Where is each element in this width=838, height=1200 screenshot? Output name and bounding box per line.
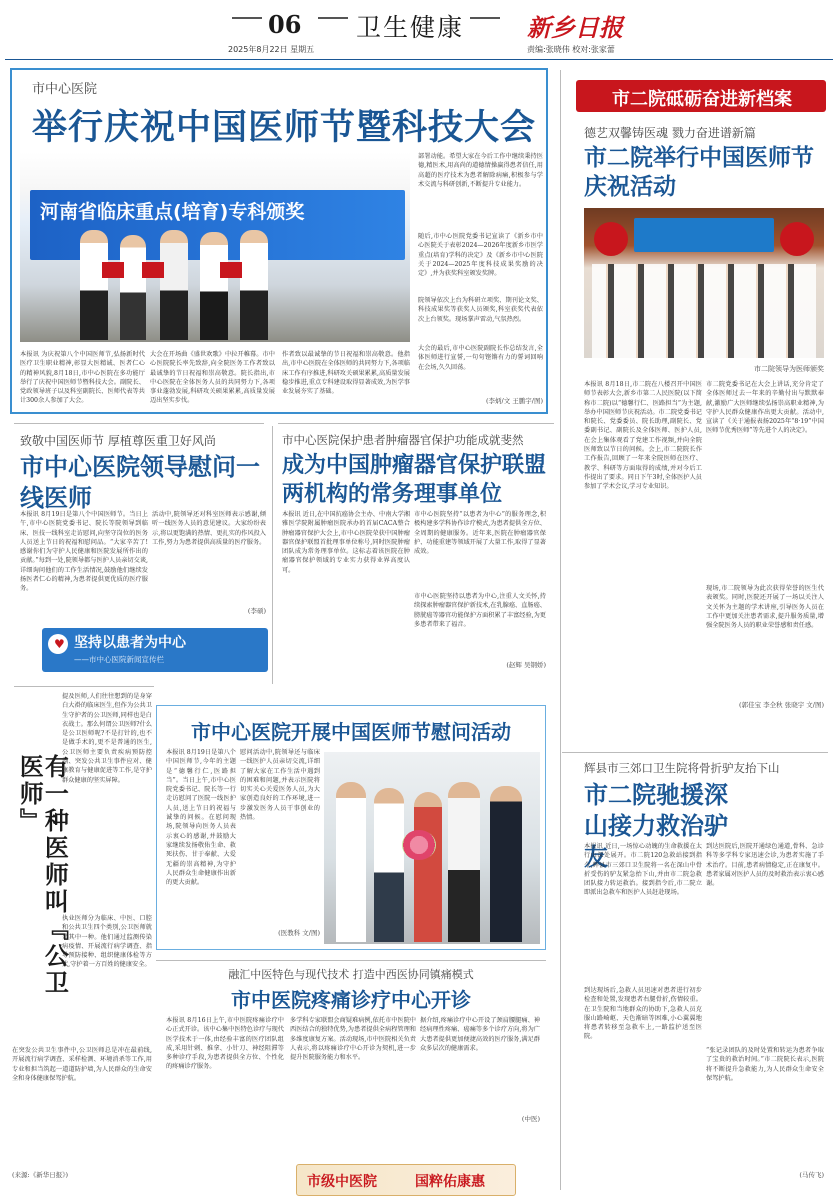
rule-a3-top xyxy=(14,423,264,424)
article1-kicker: 市中心医院 xyxy=(32,82,98,97)
article6-body-3: 据介绍,疼痛诊疗中心开设了颈肩腰腿痛、神经病理性疼痛、癌痛等多个诊疗方向,将为广大患者提供更加便捷高效的医疗服务,满足群众多层次的健康需求。 xyxy=(420,1017,540,1052)
slogan-heart-icon: ♥ xyxy=(54,637,65,651)
article7-headline-text: 有一种医师叫『公卫医师』 xyxy=(15,754,69,997)
article5-headline: 市中心医院开展中国医师节慰问活动 xyxy=(191,720,511,744)
article3-kicker: 致敬中国医师节 厚植尊医重卫好风尚 xyxy=(20,434,216,448)
article2-body-2: 市二院党委书记在大会上讲话,充分肯定了全体医师过去一年来的辛勤付出与默默奉献,激励广大医师继续弘扬崇高职业精神,为守护人民群众健康作出更大贡献。活动中,宣读了《关于通报表扬2025年“8·19”中国医师节优秀医师”等先进个人的决定》。 xyxy=(706,381,824,435)
visitor-2 xyxy=(374,788,404,942)
article3-body-1: 本报讯 8月19日是第八个中国医师节。当日上午,市中心医院党委书记、院长等院领导到临床、医技一线科室走访慰问,向坚守岗位的医务人员送上节日的祝福和慰问品。“大家辛苦了!感谢你们为守护人民健康和医院发展所作出的贡献。”每到一处,院领导都与医护人员亲切交谈,详细询问他们的工作生活情况,鼓励他们继续发扬医者仁心的精神,为患者提供更优质的医疗服务。 xyxy=(20,511,148,593)
stage-seal-right xyxy=(780,222,814,256)
slogan-main: 坚持以患者为中心 xyxy=(74,635,186,651)
editor-credits: 责编:张晓伟 校对:张家蕾 xyxy=(527,45,615,54)
article8-kicker: 辉县市三郊口卫生院将骨折驴友抬下山 xyxy=(584,761,780,775)
plaque-2 xyxy=(142,262,164,278)
plaque-1 xyxy=(102,262,124,278)
stage-banner xyxy=(634,218,774,252)
article6-body-1: 本报讯 8月16日上午,市中医院疼痛诊疗中心正式开诊。该中心集中医特色诊疗与现代医学技术于一体,由经验丰富的医疗团队组成,采用针刺、推拿、小针刀、神经阻滞等多种诊疗手段,为患者提供全方位、个性化的疼痛诊疗服务。 xyxy=(166,1017,284,1071)
article5-body-1: 本报讯 8月19日是第八个中国医师节,今年的主题是“德馨行仁,医路担当”。当日上午,市中心医院党委书记、院长等一行走访慰问了医院一线医护人员,送上节日的祝福与诚挚的问候。在慰问现场,院领导向医务人员表示衷心的感谢,并鼓励大家继续发扬敬佑生命、救死扶伤、甘于奉献、大爱无疆的崇高精神,为守护人民群众生命健康作出新的更大贡献。 xyxy=(166,749,236,887)
article7-credit: (来源:《新华日报》) xyxy=(12,1171,69,1179)
article1-body-1: 本报讯 为庆祝第八个中国医师节,弘扬新时代医疗卫生职业精神,彰显大医精诚、医者仁心的精神风貌,8月18日,市中心医院在多功能厅举行了庆祝中国医师节暨科技大会。副院长、党政领导班子以及科室副院长、医师代表等共计300余人参加了大会。 xyxy=(20,351,145,405)
masthead-rule-right xyxy=(470,17,500,19)
person-3 xyxy=(160,230,188,340)
article6-headline: 市中医院疼痛诊疗中心开诊 xyxy=(231,988,471,1012)
article4-body-3: 市中心医院坚持以患者为中心,注重人文关怀,持续探索肿瘤器官保护新技术,在乳腺癌、直肠癌、膀胱癌等器官功能保护方面积累了丰富经验,为更多患者带来了福音。 xyxy=(414,593,546,628)
article1-body-2: 大会在开场曲《盛世欢歌》中拉开帷幕。市中心医院院长率先致辞,向全院医务工作者致以最诚挚的节日祝福和崇高敬意。院长指出,市中心医院在全体医务人员的共同努力下,各项事业蓬勃发展,科研攻关硕果累累,高质量发展迈出坚实步伐。 xyxy=(150,351,275,405)
rule-a4-top xyxy=(278,423,554,424)
article4-kicker: 市中心医院保护患者肿瘤器官保护功能成就斐然 xyxy=(282,433,524,447)
slogan-banner xyxy=(42,628,268,672)
tcm-banner-right: 国粹佑康惠 xyxy=(415,1174,485,1190)
article6-kicker: 融汇中医特色与现代技术 打造中西医协同镇痛模式 xyxy=(228,968,474,981)
article5-credit: (医教科 文/图) xyxy=(278,929,320,937)
article1-body-3: 作者致以最诚挚的节日祝福和崇高敬意。他指出,市中心医院在全体医师的共同努力下,各项临床工作有序推进,科研攻关硕果累累,高质量发展稳步推进,重点专科建设取得显著成效,为医学事业发展夯实了基础。 xyxy=(282,351,410,396)
article4-headline: 成为中国肿瘤器官保护联盟两机构的常务理事单位 xyxy=(282,453,547,507)
masthead-bottom-rule xyxy=(5,59,833,60)
article3-credit: (李硕) xyxy=(247,607,266,615)
article7-body-2: 执业医师分为临床、中医、口腔和公共卫生四个类别,公卫医师就是其中一种。他们通过监测传染病疫情、开展流行病学调查、指导预防接种、组织健康体检等方式,守护着一方百姓的健康安全。 xyxy=(62,915,152,969)
article1-credit: (李炳/文 王鹏宇/图) xyxy=(485,397,543,405)
rule-a8-top xyxy=(562,752,828,753)
article8-body-4: “张记录团队的及时处置和转运为患者争取了宝贵的救治时间。”市二院院长表示,医院将不断提升急救能力,为人民群众生命安全保驾护航。 xyxy=(706,1047,824,1082)
award-recipients xyxy=(592,264,816,358)
article8-body-2: 到达现场后,急救人员迅速对患者进行初步检查和处置,发现患者右腿骨折,伤情较重。在卫生院和当地群众的协助下,急救人员克服山路崎岖、天色渐暗等困难,小心翼翼地将患者转移至急救车上,一路监护送至医院。 xyxy=(584,987,702,1041)
article1-photo xyxy=(20,152,410,342)
person-2 xyxy=(120,235,146,340)
article4-body-2: 市中心医院坚持“以患者为中心”的服务理念,积极构建多学科协作诊疗模式,为患者提供全方位、全周期的健康服务。近年来,医院在肿瘤器官保护、功能重建等领域开展了大量工作,取得了显著成效。 xyxy=(414,511,546,556)
article2-kicker: 德艺双馨铸医魂 戮力奋进谱新篇 xyxy=(584,126,756,140)
paper-logo: 新乡日报 xyxy=(527,13,623,42)
tcm-banner xyxy=(296,1164,516,1196)
person-4 xyxy=(200,232,228,340)
person-1 xyxy=(80,230,108,340)
article2-caption: 市二院领导为医师颁奖 xyxy=(754,365,824,373)
people-group xyxy=(80,230,280,340)
stage-seal-left xyxy=(594,222,628,256)
article2-credit: (郭佳宝 李全秋 张晓宇 文/图) xyxy=(739,701,824,709)
article8-body-1: 本报讯 近日,一场惊心动魄的生命救援在太行山深处展开。市二院120急救站接到指令,辉县市三郊口卫生院将一名在深山中骨折受伤的驴友紧急抬下山,并由市二院急救团队接力转运救治。接到指令后,市二院立即派出急救车和医护人员赶赴现场。 xyxy=(584,843,702,897)
article8-body-3: 到达医院后,医院开通绿色通道,骨科、急诊科等多学科专家迅速会诊,为患者实施了手术治疗。目前,患者病情稳定,正在康复中。患者家属对医护人员的及时救治表示衷心感谢。 xyxy=(706,843,824,888)
plaque-3 xyxy=(220,262,242,278)
tcm-banner-left: 市级中医院 xyxy=(307,1174,377,1190)
article6-credit: (中医) xyxy=(521,1115,540,1123)
article7-body-1: 提及医师,人们往往想到的是身穿白大褂的临床医生,但作为公共卫生守护者的公卫医师,同样也是白衣战士。那么何谓公卫医师?什么是公卫医师呢?不是打针的,也不是做手术的,更不是普通的医生,公卫医师主要负责疾病预防控制、突发公共卫生事件应对、健康教育与健康促进等工作,是守护群众健康的坚实屏障。 xyxy=(62,693,152,784)
article4-body-1: 本报讯 近日,在中国抗癌协会主办、中南大学湘雅医学院附属肿瘤医院承办的首届CACA整合肿瘤器官保护大会上,市中心医院荣获中国肿瘤器官保护联盟首批理事单位称号,同时医院肿瘤团队成为常务理事单位。这标志着该医院在肿瘤器官保护领域的专业实力获得业界高度认可。 xyxy=(282,511,410,574)
slogan-sub: ——市中心医院新闻宣传栏 xyxy=(74,655,164,664)
page-number: 06 xyxy=(268,10,302,39)
article1-headline: 举行庆祝中国医师节暨科技大会 xyxy=(32,108,537,148)
article5-body-2: 慰问活动中,院领导还与临床一线医护人员亲切交流,详细了解大家在工作生活中遇到的困难和问题,并表示医院将切实关心关爱医务人员,为大家创造良好的工作环境,进一步激发医务人员干事创业的热情。 xyxy=(240,749,320,822)
masthead-rule-mid xyxy=(318,17,348,19)
article3-body-2: 活动中,院领导还对科室医师表示感谢,倾听一线医务人员的意见建议。大家纷纷表示,将以更饱满的热情、更扎实的作风投入工作,努力为患者提供高质量的医疗服务。 xyxy=(152,511,266,546)
sidebar-header-label: 市二院砥砺奋进新档案 xyxy=(612,89,792,110)
article2-photo xyxy=(584,208,824,358)
article1-body-right-3: 院领导依次上台为科研立项奖、期刊论文奖、科技成果奖等获奖人员颁奖,科室获奖代表依次上台领奖。现场掌声雷动,气氛热烈。 xyxy=(418,297,543,323)
article1-body-right-2: 随后,市中心医院党委书记宣读了《新乡市中心医院关于表彰2024—2026年度新乡市医学重点(培育)学科的决定》及《新乡市中心医院关于2024—2025年度科技成果奖励的决定》,并为获奖科室颁发奖牌。 xyxy=(418,233,543,278)
issue-date: 2025年8月22日 星期五 xyxy=(228,45,315,54)
award-banner-text: 河南省临床重点(培育)专科颁奖 xyxy=(40,201,305,223)
article5-photo xyxy=(324,752,540,944)
visitor-4 xyxy=(448,782,480,942)
article8-headline: 市二院驰援深山接力救治驴友 xyxy=(584,781,728,872)
article4-credit: (赵辉 吴钢娇) xyxy=(506,661,546,669)
article1-body-right-1: 部署动能。希望大家在今后工作中继续秉持医德,精医术,用高尚的道德情操赢得患者信任,用高超的医疗技术为患者解除病痛,积极参与学术交流与科研创新,不断提升专业能力。 xyxy=(418,153,543,188)
rule-a4-left xyxy=(272,426,273,684)
article2-body-3: 现场,市二院领导为此次获得荣誉的医生代表颁奖。同时,医院还开展了一场以关注人文关怀为主题的学术讲座,引导医务人员在工作中更加关注患者需求,提升服务质量,增强全院医务人员的职业荣誉感和责任感。 xyxy=(706,585,824,630)
rule-right-col xyxy=(560,70,561,1190)
masthead-rule-left xyxy=(232,17,262,19)
visitor-5 xyxy=(490,786,522,942)
rule-a6-top xyxy=(156,960,546,961)
masthead xyxy=(0,0,838,60)
visitor-1 xyxy=(336,782,366,942)
visitor-3 xyxy=(414,792,442,942)
article2-body-1: 本报讯 8月18日,市二院在八楼召开中国医师节表彰大会,新乡市第二人民医院(以下简称市二院)以“德馨行仁、医路担当”为主题,举办中国医师节庆祝活动。市二院党委书记和院长、党委委员、院长助理,副院长、党委副书记、副院长及全体医师、医护人员,在会上集体观看了党建工作视频,并向全院医师致以节日的问候。会上,市二院院长作工作报告,回顾了一年来全院医师在医疗、教学、科研等方面取得的成绩,并对今后工作提出了要求。同日下午3时,全体医护人员参加了学术会议,学习专业知识。 xyxy=(584,381,702,491)
article2-headline: 市二院举行中国医师节庆祝活动 xyxy=(584,145,814,200)
article6-body-2: 多学科专家联盟会商疑难病例,依托市中医院中西医结合的独特优势,为患者提供全病程管理和多维度康复方案。活动现场,市中医院相关负责人表示,将以疼痛诊疗中心开诊为契机,进一步提升医院服务能力和水平。 xyxy=(290,1017,416,1062)
section-title: 卫生健康 xyxy=(356,13,465,42)
article7-headline xyxy=(15,754,69,1014)
article8-credit: (马传飞) xyxy=(799,1171,824,1179)
article1-body-4: 大会的最后,市中心医院副院长作总结发言,全体医师进行宣誓,一句句铿锵有力的誓词回响在会场,久久回荡。 xyxy=(418,345,543,371)
rule-a7-top xyxy=(14,686,154,687)
person-5 xyxy=(240,230,268,340)
article3-headline: 市中心医院领导慰问一线医师 xyxy=(20,453,260,513)
article7-body-3: 在突发公共卫生事件中,公卫医师总是冲在最前线,开展流行病学调查、采样检测、环境消杀等工作,用专业和担当筑起一道道防护墙,为人民群众的生命安全和身体健康保驾护航。 xyxy=(12,1047,152,1082)
flower-bouquet xyxy=(402,830,436,860)
